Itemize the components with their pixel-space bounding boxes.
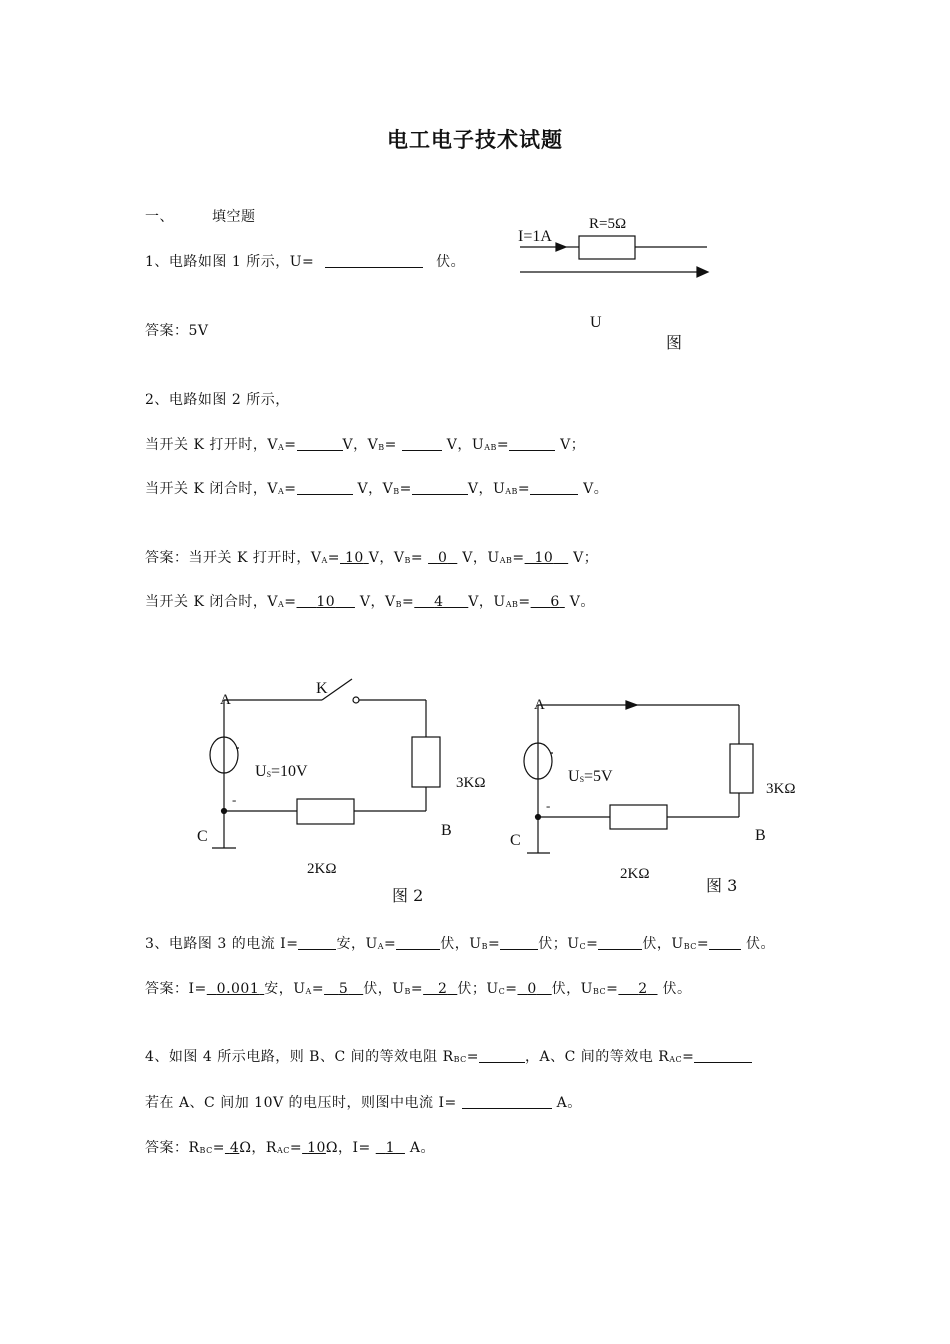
ans-closed-vb xyxy=(414,594,468,610)
vb-label: V xyxy=(367,437,379,453)
q3-line: 3、电路图 3 的电流 I= 安，$U_A=$ 伏，$U_B=$ 伏；$U_C=$ 伏，$U_{BC}=$ 伏。 xyxy=(145,936,776,952)
section-name: 填空题 xyxy=(212,209,256,225)
q2-closed-uab-blank[interactable] xyxy=(530,482,578,495)
unit-an: 安 xyxy=(264,981,279,997)
ub: U xyxy=(469,936,482,952)
uc: U xyxy=(567,936,580,952)
fig3-node-dot xyxy=(536,815,541,820)
end: 。 xyxy=(580,594,595,610)
source-sub: S xyxy=(579,775,585,784)
uab-label: U xyxy=(493,594,506,610)
end: 。 xyxy=(593,481,609,497)
value: 5 xyxy=(338,981,349,997)
q3-ubc-blank[interactable] xyxy=(709,937,741,950)
fig2-r-bottom: 2KΩ xyxy=(307,861,337,877)
value: 4 xyxy=(229,1140,240,1156)
prefix: 当开关 K 闭合时， xyxy=(145,594,268,610)
section-number: 一、 xyxy=(145,209,174,225)
q3-uc-blank[interactable] xyxy=(598,937,642,950)
va-sub: A xyxy=(321,556,328,565)
q1-unit: 伏。 xyxy=(436,254,466,270)
va-label: V xyxy=(267,594,278,610)
uab-sub: AB xyxy=(505,487,518,496)
fig2-node-b: B xyxy=(441,822,452,839)
fig1-caption: 图 xyxy=(666,333,683,352)
ub-sub: B xyxy=(481,942,488,951)
value: 0 xyxy=(527,981,537,997)
fig1-resistor-label: R=5Ω xyxy=(589,216,627,232)
unit: V xyxy=(583,481,594,497)
unit: V xyxy=(446,437,458,453)
va-sub: A xyxy=(277,443,285,452)
q4-line2 xyxy=(145,1092,582,1112)
q3-i-blank[interactable] xyxy=(298,937,336,950)
ubc-sub: BC xyxy=(683,942,697,951)
fig1-current-label: I=1A xyxy=(518,228,552,245)
source-sub: S xyxy=(266,770,272,779)
ub: U xyxy=(392,981,405,997)
q2-closed-prefix: 当开关 K 闭合时， xyxy=(145,481,268,497)
unit: V xyxy=(560,437,571,453)
ans-q3-ub xyxy=(423,981,457,997)
vb-label: V xyxy=(385,594,396,610)
unit-fu: 伏 xyxy=(746,936,761,952)
fig2-source-label xyxy=(255,763,308,781)
va-sub: A xyxy=(277,600,285,609)
q2-open-uab-blank[interactable] xyxy=(509,438,555,451)
prefix: 当开关 K 打开时， xyxy=(188,550,311,566)
end: ； xyxy=(583,550,599,566)
q4-rbc-blank[interactable] xyxy=(479,1050,525,1063)
source: U xyxy=(255,763,267,780)
unit-fu: 伏 xyxy=(642,936,657,952)
vb-sub: B xyxy=(378,443,385,452)
q3-ua-blank[interactable] xyxy=(396,937,440,950)
uab-label: U xyxy=(487,550,500,566)
fig1-voltage-arrow xyxy=(697,267,708,277)
fig3-node-a: A xyxy=(534,697,545,713)
q4-i-blank[interactable] xyxy=(462,1096,552,1109)
unit: V xyxy=(468,594,479,610)
unit: A。 xyxy=(409,1140,436,1156)
q1-answer: 答案：5V xyxy=(145,323,209,339)
value: 10 xyxy=(307,1140,326,1156)
value: 2 xyxy=(437,981,448,997)
q2-answer-open: 答案：当开关 K 打开时，$V_A= 10$ V，$V_B= 0$ V，$U_{AB}= 10$ V； xyxy=(145,550,599,566)
q4-answer: 答案：$R_{BC}= 4\Omega$，$R_{AC}= 10\Omega$，I= 1 A。 xyxy=(145,1140,436,1156)
ans-open-uab xyxy=(525,550,569,566)
vb-sub: B xyxy=(404,556,411,565)
fig3-resistor-2k xyxy=(610,805,667,829)
ans-q3-i xyxy=(207,981,264,997)
ans-q4-rbc xyxy=(225,1140,239,1156)
ans-closed-va xyxy=(297,594,355,610)
unit: V xyxy=(368,550,380,566)
q2-answer-closed: 当开关 K 闭合时，$V_A=$ 10 V，$V_B=$ 4 V，$U_{AB}=$ 6 V。 xyxy=(145,594,595,610)
q2-open-prefix: 当开关 K 打开时， xyxy=(145,437,268,453)
va-label: V xyxy=(267,481,278,497)
fig2-switch-label: K xyxy=(316,680,328,697)
q3-prompt: 3、电路图 3 的电流 I= xyxy=(145,936,299,952)
source-val: =10V xyxy=(271,763,308,780)
vb-label: V xyxy=(382,481,394,497)
fig2-minus: - xyxy=(232,792,237,807)
fig2-node-dot xyxy=(222,809,227,814)
vb-sub: B xyxy=(395,600,403,609)
answer-label: 答案： xyxy=(145,1140,189,1156)
unit-fu: 伏 xyxy=(551,981,567,997)
ans-q4-rac xyxy=(302,1140,326,1156)
uab-sub: AB xyxy=(484,443,497,452)
ans-q3-uc xyxy=(517,981,551,997)
page-title: 电工电子技术试题 xyxy=(387,127,563,152)
q2-text: 2、电路如图 2 所示， xyxy=(145,392,290,408)
va-sub: A xyxy=(277,487,285,496)
uab-label: U xyxy=(471,437,485,453)
answer-label: 答案： xyxy=(145,550,189,566)
value: 0.001 xyxy=(216,981,260,997)
q3-ub-blank[interactable] xyxy=(500,937,538,950)
q2-open-line: 当开关 K 打开时，$V_A= V$，$V_B= V$，$U_{AB}= V$； xyxy=(145,437,586,453)
fig3-r-right: 3KΩ xyxy=(766,781,796,797)
q4-line2-text: 若在 A、C 间加 10V 的电压时，则图中电流 I= xyxy=(145,1095,457,1111)
end: ； xyxy=(570,437,586,453)
ans-open-vb xyxy=(428,550,457,566)
fig2-diagram xyxy=(210,679,440,848)
ua: U xyxy=(365,936,378,952)
ubc: U xyxy=(671,936,684,952)
unit: V xyxy=(569,594,581,610)
ua-sub: A xyxy=(305,987,312,996)
uc-sub: C xyxy=(579,942,587,951)
ans-open-va xyxy=(340,550,369,566)
value: 10 xyxy=(316,594,336,610)
q2-closed-va-blank[interactable] xyxy=(297,482,353,495)
unit: V xyxy=(359,594,371,610)
unit-fu: 伏 xyxy=(538,936,553,952)
fig3-caption: 图 3 xyxy=(706,876,738,895)
q2-open-vb-blank[interactable] xyxy=(402,438,442,451)
fig2-switch-contact xyxy=(353,697,359,703)
q4-prompt: 4、如图 4 所示电路，则 B、C 间的等效电阻 R xyxy=(145,1049,454,1065)
ubc-sub: BC xyxy=(592,987,607,996)
q4-line1: 4、如图 4 所示电路，则 B、C 间的等效电阻 $R_{BC}=$ ，A、C 间的等效电 $R_{AC}=$ xyxy=(145,1046,752,1066)
ubc: U xyxy=(580,981,593,997)
fig2-node-c: C xyxy=(197,828,208,845)
vb-label: V xyxy=(393,550,405,566)
ans-q3-ua xyxy=(324,981,363,997)
value: 6 xyxy=(550,594,560,610)
value: 0 xyxy=(437,550,448,566)
ans-q4-i xyxy=(376,1140,405,1156)
q2-closed-vb-blank[interactable] xyxy=(412,482,468,495)
unit-an: 安 xyxy=(336,936,351,952)
fig2-r-right: 3KΩ xyxy=(456,775,486,791)
unit-fu: 伏 xyxy=(363,981,378,997)
fig2-caption: 图 2 xyxy=(392,886,424,905)
unit: V xyxy=(342,437,354,453)
rac-sub: AC xyxy=(276,1146,290,1155)
va-label: V xyxy=(310,550,322,566)
unit-fu: 伏 xyxy=(440,936,455,952)
fig2-resistor-3k xyxy=(412,737,440,787)
ub-sub: B xyxy=(404,987,411,996)
source-val: =5V xyxy=(584,768,613,785)
fig3-source-label xyxy=(568,768,613,786)
rbc-sub: BC xyxy=(453,1055,467,1064)
unit: V xyxy=(573,550,584,566)
ans-closed-uab xyxy=(531,594,565,610)
q2-closed-line: 当开关 K 闭合时，$V_A= V$，$V_B= V$，$U_{AB}= V$。 xyxy=(145,481,609,497)
fig3-diagram xyxy=(524,701,753,853)
fig2-resistor-2k xyxy=(297,799,354,824)
unit: V xyxy=(467,481,479,497)
fig1-resistor xyxy=(579,236,635,259)
fig2-node-a: A xyxy=(220,692,231,708)
ua-sub: A xyxy=(377,942,385,951)
q4-mid: ，A、C 间的等效电 R xyxy=(525,1049,670,1065)
fig3-current-arrow xyxy=(626,701,637,709)
q3-answer: 答案：I= 0.001 安，$U_A=$ 5 伏，$U_B=$ 2 伏；$U_C= 0$ 伏，$U_{BC}=$ 2 伏。 xyxy=(145,981,692,997)
q1-prompt: 1、电路如图 1 所示，U= xyxy=(145,254,315,270)
q2-open-va-blank[interactable] xyxy=(297,438,343,451)
fig3-resistor-3k xyxy=(730,744,753,793)
uab-sub: AB xyxy=(505,600,519,609)
unit-fu: 伏 xyxy=(662,981,677,997)
ohm: Ω xyxy=(325,1140,338,1156)
unit: V xyxy=(462,550,473,566)
unit-fu: 伏 xyxy=(457,981,472,997)
q4-rac-blank[interactable] xyxy=(694,1050,752,1063)
source: U xyxy=(568,768,580,785)
value: 2 xyxy=(638,981,648,997)
value: 10 xyxy=(344,550,364,566)
va-label: V xyxy=(267,437,278,453)
value: 1 xyxy=(385,1140,396,1156)
uc-sub: C xyxy=(498,987,506,996)
ans-q3-ubc xyxy=(618,981,657,997)
vb-sub: B xyxy=(393,487,400,496)
fig3-node-b: B xyxy=(755,827,766,844)
uab-sub: AB xyxy=(499,556,513,565)
q4-unit: A。 xyxy=(556,1095,582,1111)
value: 10 xyxy=(534,550,554,566)
rac-sub: AC xyxy=(669,1055,683,1064)
ohm: Ω xyxy=(239,1140,252,1156)
value: 4 xyxy=(434,594,444,610)
ua: U xyxy=(293,981,306,997)
rbc-sub: BC xyxy=(199,1146,213,1155)
unit: V xyxy=(357,481,369,497)
fig3-node-c: C xyxy=(510,832,521,849)
fig3-minus: - xyxy=(546,798,551,813)
uab-label: U xyxy=(492,481,506,497)
fig3-r-bottom: 2KΩ xyxy=(620,866,650,882)
uc: U xyxy=(486,981,499,997)
fig1-voltage-label: U xyxy=(590,314,602,331)
answer-label: 答案： xyxy=(145,981,189,997)
fig1-current-arrow xyxy=(556,243,566,251)
